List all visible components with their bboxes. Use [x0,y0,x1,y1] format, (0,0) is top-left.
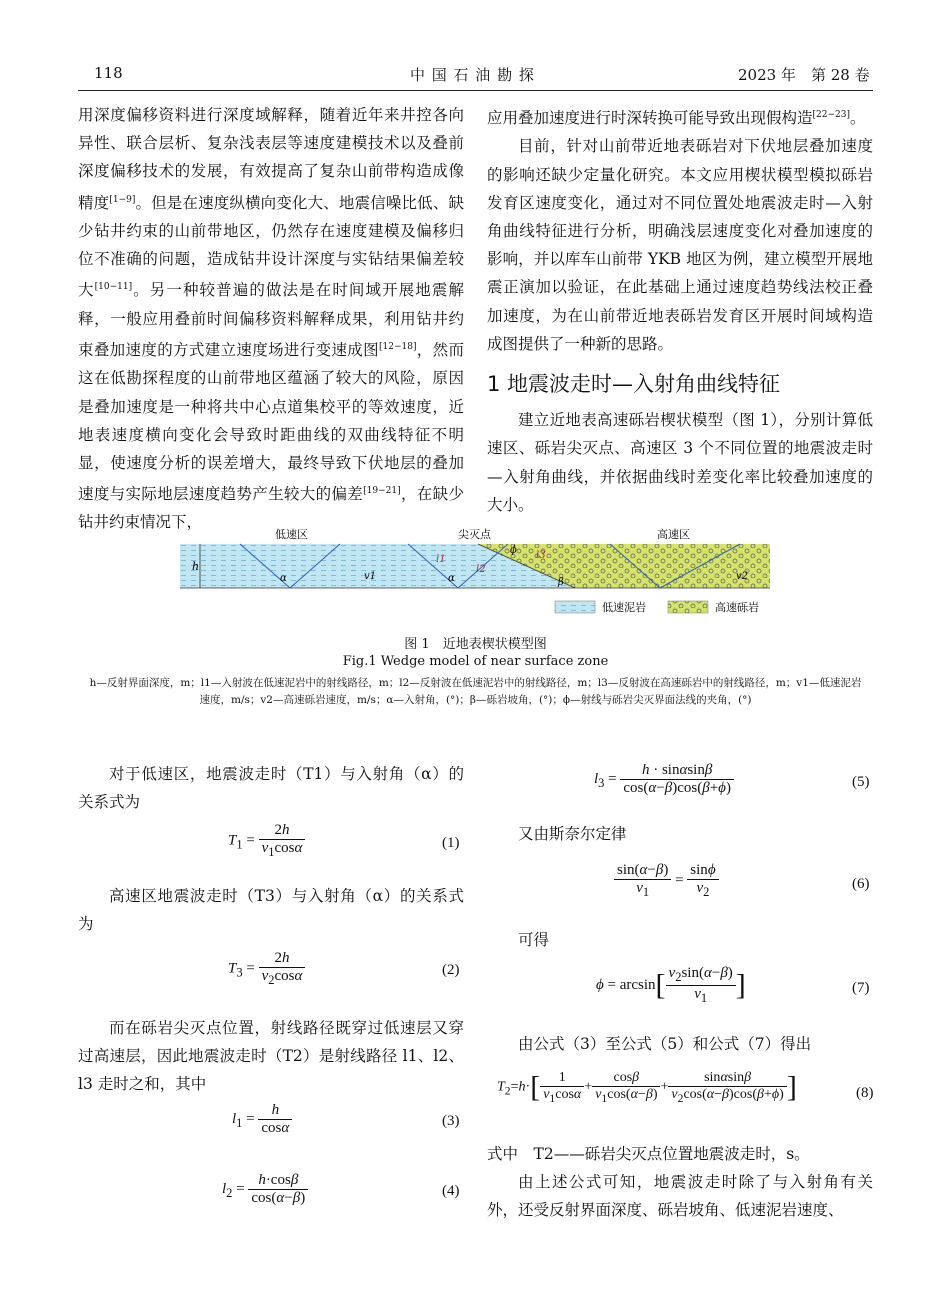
right-paragraph-3: 建立近地表高速砾岩楔状模型（图 1），分别计算低速区、砾岩尖灭点、高速区 3 个不同位置的地震波走时—入射角曲线，并依据曲线时差变化率比较叠加速度的大小。 [487,411,873,514]
eq-number-1: (1) [442,835,460,851]
left-lower-p3: 而在砾岩尖灭点位置，射线路径既穿过低速层又穿过高速层，因此地震波走时（T2）是射线路径 l1、l2、l3 走时之和，其中 [78,1019,464,1094]
ref-3: [12−18] [378,341,417,352]
right-text-1: 应用叠加速度进行时深转换可能导致出现假构造 [487,109,813,128]
right-text-1b: 。 [849,109,866,128]
wedge-model-svg [180,528,770,638]
eq-number-5: (5) [852,774,870,790]
equation-5: $l_3$ = $\frac{h \cdot \sin\alpha\sin\beta}{\cos(\alpha-\beta)\cos(\beta+\phi)}$ [594,762,734,797]
page-number: 118 [94,64,123,82]
section-heading: 1 地震波走时—入射角曲线特征 [487,371,781,396]
eq-number-2: (2) [442,962,460,978]
eq-number-3: (3) [442,1113,460,1129]
combine-intro: 由公式（3）至公式（5）和公式（7）得出 [518,1035,812,1053]
conclusion-text: 由上述公式可知，地震波走时除了与入射角有关外，还受反射界面深度、砾岩坡角、低速泥岩速度、 [487,1173,873,1220]
eq-number-4: (4) [442,1183,460,1199]
zone-low-label: 低速区 [275,528,308,541]
label-v2: v2 [736,571,749,582]
intro-text-5: ，在缺少钻井约束情况下， [78,485,464,532]
ref-2: [10−11] [94,282,133,293]
equation-3: $l_1$ = $\frac{h}{\cos\alpha}$ [232,1102,292,1137]
ref-5: [22−23] [812,110,850,120]
label-beta: β [558,577,564,588]
equation-1: $T_1$ = $\frac{2h}{v_1\cos\alpha}$ [228,822,305,860]
eq-number-8: (8) [856,1085,874,1101]
right-lower-p3 [487,1030,873,1058]
header-rule [78,90,873,91]
intro-text-2: 。但是在速度纵横向变化大、地震信噪比低、缺少钻井约束的山前带地区，仍然存在速度建模及偏移归位不准确的问题，造成钻井设计深度与实钻结果偏差较大 [78,193,464,300]
ref-4: [19−21] [363,486,401,497]
eq-number-7: (7) [852,980,870,996]
intro-text-3: 。另一种较普遍的做法是在时间域开展地震解释，一般应用叠前时间偏移资料解释成果，利用钻井约束叠加速度的方式建立速度场进行变速成图 [78,281,464,360]
figure-caption-en: Fig.1 Wedge model of near surface zone [342,654,609,669]
equation-6: $\frac{\sin(\alpha-\beta)}{v_1}$ = $\frac{\sin\phi}{v_2}$ [614,862,719,900]
label-l1: l1 [436,554,446,565]
left-lower-p2: 高速区地震波走时（T3）与入射角（α）的关系式为 [78,887,464,934]
legend-low-label: 低速泥岩 [602,601,646,614]
figure-note: h—反射界面深度，m；l1—入射波在低速泥岩中的射线路径，m；l2—反射波在低速泥岩中的射线路径，m；l3—反射波在高速砾岩中的射线路径，m；v1—低速泥岩速度，m/s；v2—高速砾岩速度，m/s；α—入射角，(°)；β—砾岩坡角，(°)；ϕ—射线与砾岩尖灭界面法线的夹角，(°) [89,677,862,706]
journal-title: 中 国 石 油 勘 探 [410,66,535,84]
label-l3: l3 [536,550,546,561]
zone-pinch-label: 尖灭点 [458,528,491,541]
legend-low-swatch [555,601,595,613]
left-lower-p1: 对于低速区，地震波走时（T1）与入射角（α）的关系式为 [78,765,464,812]
result-intro: 可得 [518,931,550,949]
right-lower-p2 [487,926,873,954]
legend-high-label: 高速砾岩 [715,601,759,614]
label-v1: v1 [364,571,377,582]
snell-intro: 又由斯奈尔定律 [518,825,627,843]
left-column-lower [78,760,464,816]
where-clause: 式中 T2——砾岩尖灭点位置地震波走时，s。 [487,1145,810,1163]
right-paragraph-2: 目前，针对山前带近地表砾岩对下伏地层叠加速度的影响还缺少定量化研究。本文应用楔状模型模拟砾岩发育区速度变化，通过对不同位置处地震波走时—入射角曲线特征进行分析，明确浅层速度变化对叠加速度的影响，并以库车山前带 YKB 地区为例，建立模型开展地震正演加以验证，在此基础上通过速度趋势线法校正叠加速度，为在山前带近地表砾岩发育区开展时间域构造成图提供了一种新的思路。 [487,137,873,353]
wedge-model-figure [180,528,770,638]
equation-4: $l_2$ = $\frac{h\cdot\cos\beta}{\cos(\alpha-\beta)}$ [222,1172,308,1207]
legend-high-swatch [668,601,708,613]
intro-text-4: ，然而这在低勘探程度的山前带地区蕴涵了较大的风险，原因是叠加速度是一种将共中心点道集校平的等效速度，近地表速度横向变化会导致时距曲线的双曲线特征不明显，使速度分析的误差增大，最终导致下伏地层的叠加速度与实际地层速度趋势产生较大的偏差 [78,341,464,504]
left-column-intro [78,101,464,537]
intro-text-1: 用深度偏移资料进行深度域解释，随着近年来井控各向异性、联合层析、复杂浅表层等速度建模技术以及叠前深度偏移技术的发展，有效提高了复杂山前带构造成像精度 [78,106,464,212]
left-column-p2 [78,882,464,938]
issue-info: 2023 年 第 28 卷 [738,66,870,84]
label-h: h [192,560,200,573]
right-column-intro [487,101,873,519]
eq-number-6: (6) [852,876,870,892]
right-lower-p4 [487,1140,873,1225]
ref-1: [1−9] [109,194,136,205]
figure-caption-cn: 图 1 近地表楔状模型图 [404,637,547,652]
label-phi: ϕ [510,545,517,556]
equation-2: $T_3$ = $\frac{2h}{v_2\cos\alpha}$ [228,950,305,988]
right-lower-p1 [487,820,873,848]
label-alpha-2: α [448,573,455,584]
label-l2: l2 [476,564,486,575]
equation-8: $T_2=h\cdot$[ $\frac{1}{v_1\cos\alpha}$ + $\frac{\cos\beta}{v_1\cos(\alpha-\beta)}$ + $\frac{\sin\alpha\sin\beta}{v_2\cos(\alpha-\beta)\cos(\beta+\phi)}$ ] [497,1070,797,1105]
left-column-p3 [78,1014,464,1099]
zone-high-label: 高速区 [657,528,690,541]
equation-7: ϕ = arcsin[ $\frac{v_2\sin(\alpha-\beta)}{v_1}$ ] [596,965,746,1005]
label-alpha-1: α [280,573,287,584]
